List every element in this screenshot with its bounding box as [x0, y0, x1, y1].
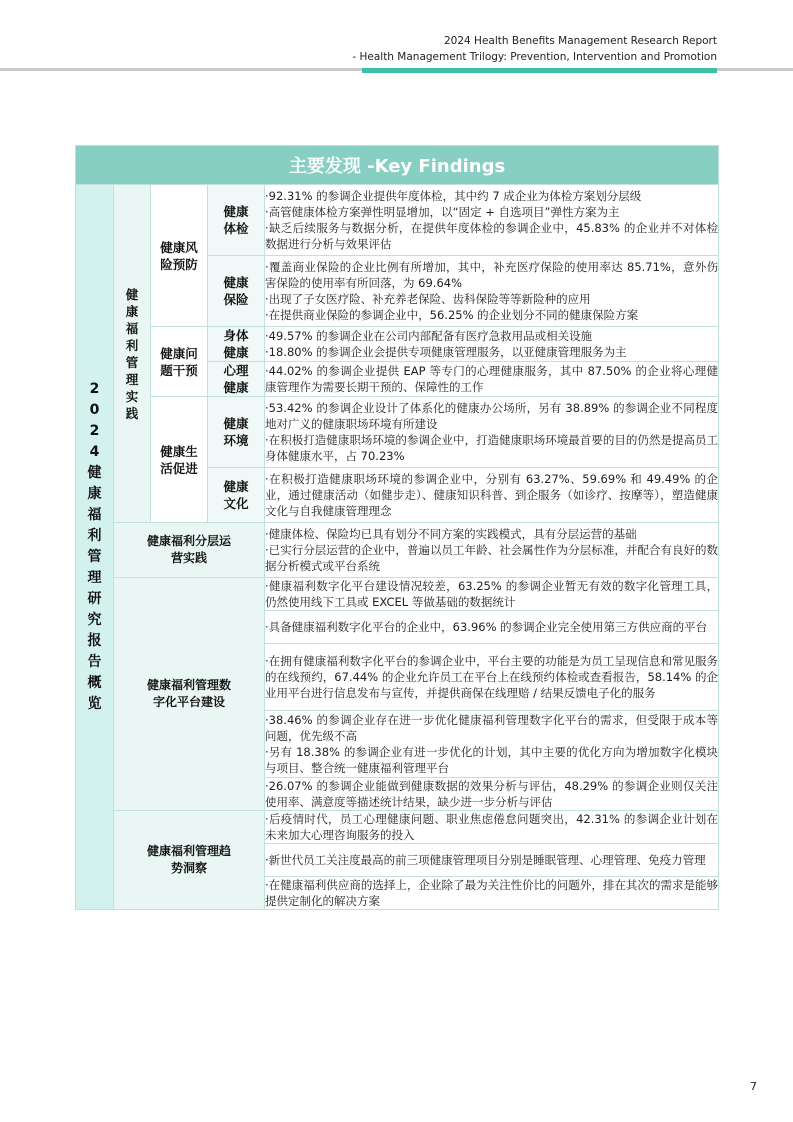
report-overview-label: 2024健康福利管理研究报告概览: [87, 381, 102, 712]
finding-line: ·具备健康福利数字化平台的企业中，63.96% 的参调企业完全使用第三方供应商的平台: [265, 620, 708, 634]
finding-line: ·在积极打造健康职场环境的参调企业中，打造健康职场环境最首要的目的仍然是提高员工身体健康水平，占 70.23%: [265, 433, 719, 463]
problem-intervention-cell: [151, 327, 208, 397]
finding-line: ·49.57% 的参调企业在公司内部配备有医疗急救用品或相关设施: [265, 329, 593, 343]
header-accent-rule: [362, 68, 717, 73]
finding-line: ·在健康福利供应商的选择上，企业除了最为关注性价比的问题外，排在其次的需求是能够提供定制化的解决方案: [265, 878, 719, 908]
finding-line: ·53.42% 的参调企业设计了体系化的健康办公场所，另有 38.89% 的参调企业不同程度地对广义的健康职场环境有所建设: [265, 401, 719, 431]
insurance-label: 健康保险: [223, 275, 249, 307]
insurance-cell: [208, 256, 265, 327]
digital-findings: [265, 578, 719, 611]
environment-findings: [265, 397, 719, 468]
life-promotion-cell: [151, 397, 208, 523]
digital-findings: [265, 778, 719, 811]
finding-line: ·另有 18.38% 的参调企业有进一步优化的计划，其中主要的优化方向为增加数字化模块与项目、整合统一健康福利管理平台: [265, 745, 719, 775]
finding-line: ·缺乏后续服务与数据分析，在提供年度体检的参调企业中，45.83% 的企业并不对体检数据进行分析与效果评估: [265, 221, 719, 251]
insurance-findings: [265, 256, 719, 327]
header-report-title: 2024 Health Benefits Management Research Report: [443, 35, 717, 47]
trend-insight-label: 健康福利管理趋势洞察: [146, 844, 231, 875]
practice-label: 健康福利管理实践: [125, 286, 139, 421]
tiered-operation-cell: [114, 523, 265, 578]
digital-findings: [265, 644, 719, 711]
physical-findings: [265, 327, 719, 362]
mental-findings: [265, 362, 719, 397]
finding-line: ·在提供商业保险的参调企业中，56.25% 的企业划分不同的健康保险方案: [265, 308, 639, 322]
finding-line: ·38.46% 的参调企业存在进一步优化健康福利管理数字化平台的需求，但受限于成本等问题，优先级不高: [265, 713, 719, 743]
tiered-operation-findings: [265, 523, 719, 578]
table-row: [76, 185, 719, 256]
finding-line: ·覆盖商业保险的企业比例有所增加，其中，补充医疗保险的使用率达 85.71%，意外伤害保险的使用率有所回落，为 69.64%: [265, 260, 719, 290]
checkup-label: 健康体检: [223, 204, 249, 236]
page-number: 7: [750, 1080, 757, 1093]
trend-findings: [265, 877, 719, 910]
problem-intervention-label: 健康问题干预: [160, 345, 198, 378]
finding-line: ·已实行分层运营的企业中，普遍以员工年龄、社会属性作为分层标准，并配合有良好的数据分析模式或平台系统: [265, 543, 719, 573]
table-row: [76, 397, 719, 468]
finding-line: ·健康福利数字化平台建设情况较差，63.25% 的参调企业暂无有效的数字化管理工具，仍然使用线下工具或 EXCEL 等做基础的数据统计: [265, 579, 719, 609]
finding-line: ·18.80% 的参调企业会提供专项健康管理服务，以亚健康管理服务为主: [265, 345, 627, 359]
table-title: 主要发现 -Key Findings: [76, 146, 719, 185]
checkup-findings: [265, 185, 719, 256]
key-findings-table: [75, 145, 719, 910]
header-report-subtitle: - Health Management Trilogy: Prevention, Intervention and Promotion: [352, 51, 717, 63]
tiered-operation-label: 健康福利分层运营实践: [146, 534, 231, 565]
culture-label: 健康文化: [223, 479, 249, 511]
digital-platform-cell: [114, 578, 265, 811]
table-title-row: [76, 146, 719, 185]
risk-prevention-cell: [151, 185, 208, 327]
finding-line: ·44.02% 的参调企业提供 EAP 等专门的心理健康服务，其中 87.50% 的企业将心理健康管理作为需要长期干预的、保障性的工作: [265, 364, 719, 394]
table-row: [76, 578, 719, 611]
risk-prevention-label: 健康风险预防: [160, 239, 198, 272]
finding-line: ·在拥有健康福利数字化平台的参调企业中，平台主要的功能是为员工呈现信息和常见服务的在线预约，67.44% 的企业允许员工在平台上在线预约体检或查看报告，58.14% 的企业用平台进行信息发布与宣传，并提供商保在线理赔 / 结果反馈电子化的服务: [265, 654, 719, 700]
table-row: [76, 811, 719, 844]
trend-insight-cell: [114, 811, 265, 910]
environment-label: 健康环境: [223, 416, 249, 448]
finding-line: ·26.07% 的参调企业能做到健康数据的效果分析与评估，48.29% 的参调企业则仅关注使用率、满意度等描述统计结果，缺少进一步分析与评估: [265, 779, 719, 809]
environment-cell: [208, 397, 265, 468]
digital-findings: [265, 611, 719, 644]
report-overview-cell: [76, 185, 114, 910]
finding-line: ·在积极打造健康职场环境的参调企业中，分别有 63.27%、59.69% 和 49.49% 的企业，通过健康活动（如健步走）、健康知识科普、到企服务（如诊疗、按摩等），塑造健康文化与自我健康管理理念: [265, 472, 719, 518]
culture-cell: [208, 468, 265, 523]
finding-line: ·健康体检、保险均已具有划分不同方案的实践模式，具有分层运营的基础: [265, 527, 637, 541]
mental-label: 心理健康: [223, 363, 249, 395]
finding-line: ·出现了子女医疗险、补充养老保险、齿科保险等等新险种的应用: [265, 292, 591, 306]
mental-cell: [208, 362, 265, 397]
trend-findings: [265, 844, 719, 877]
culture-findings: [265, 468, 719, 523]
physical-label: 身体健康: [223, 328, 249, 360]
finding-line: ·92.31% 的参调企业提供年度体检，其中约 7 成企业为体检方案划分层级: [265, 189, 642, 203]
finding-line: ·新世代员工关注度最高的前三项健康管理项目分别是睡眠管理、心理管理、免疫力管理: [265, 853, 706, 867]
checkup-cell: [208, 185, 265, 256]
digital-findings: [265, 711, 719, 778]
finding-line: ·后疫情时代，员工心理健康问题、职业焦虑倦怠问题突出，42.31% 的参调企业计划在未来加大心理咨询服务的投入: [265, 812, 719, 842]
trend-findings: [265, 811, 719, 844]
table-row: [76, 523, 719, 578]
physical-cell: [208, 327, 265, 362]
table-row: [76, 327, 719, 362]
practice-cell: [114, 185, 151, 523]
life-promotion-label: 健康生活促进: [160, 443, 198, 476]
digital-platform-label: 健康福利管理数字化平台建设: [146, 678, 231, 709]
finding-line: ·高管健康体检方案弹性明显增加，以“固定 + 自选项目”弹性方案为主: [265, 205, 620, 219]
